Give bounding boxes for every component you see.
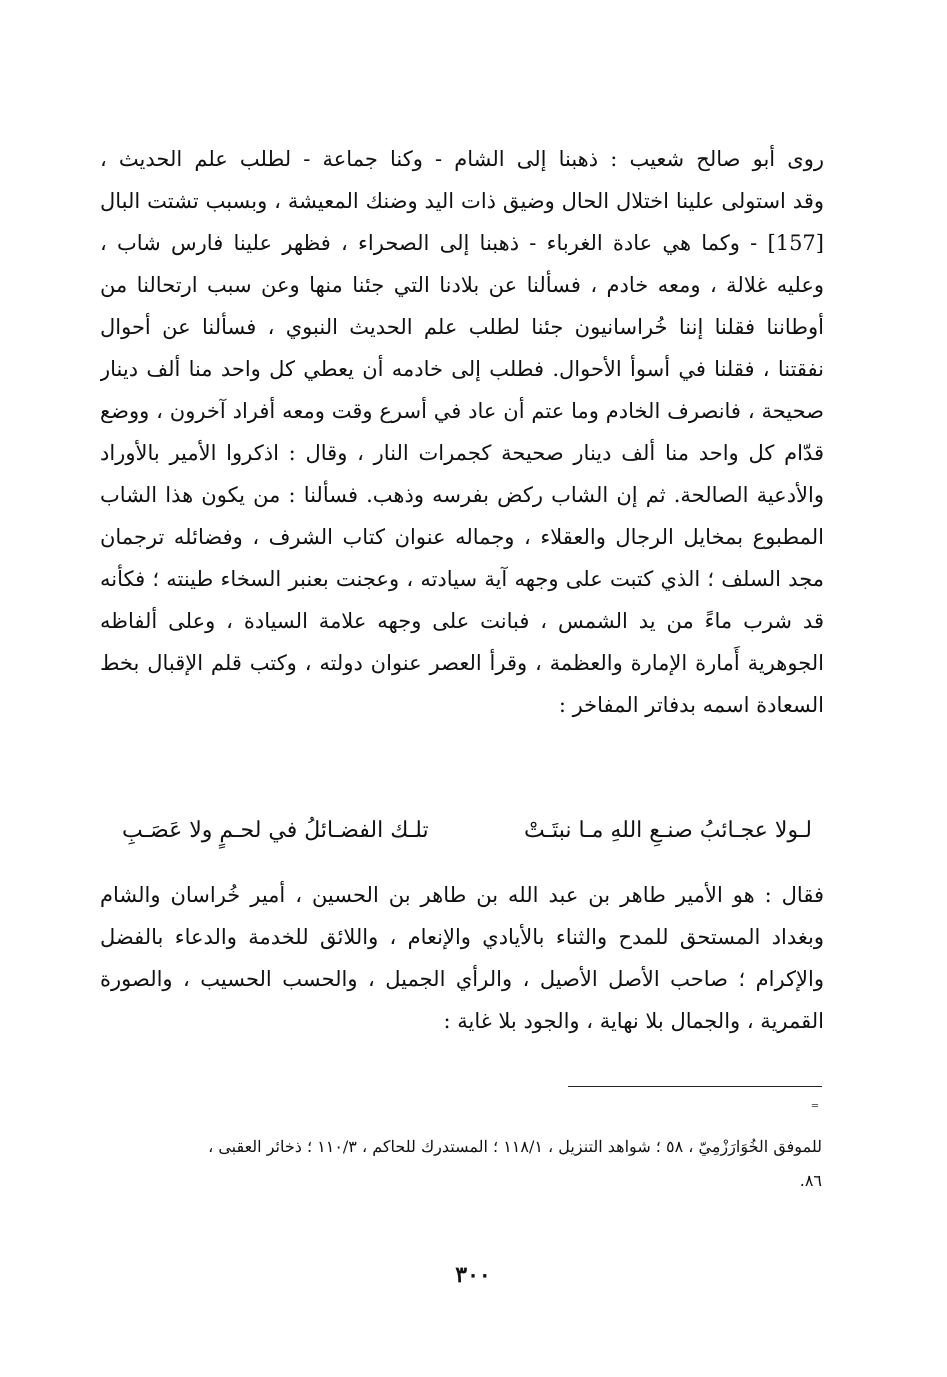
poem-verse [110, 808, 820, 854]
paragraph-line: روى أبو صالح شعيب : ذهبنا إلى الشام - وكنا جماعة - لطلب علم الحديث ، [100, 147, 824, 171]
footnote-continuation-marker: = [810, 1101, 820, 1112]
paragraph-line: السعادة اسمه بدفاتر المفاخر : [558, 693, 824, 717]
paragraph-line: والأدعية الصالحة. ثم إن الشاب ركض بفرسه وذهب. فسألنا : من يكون هذا الشاب [100, 483, 824, 507]
paragraph-line: وعليه غلالة ، ومعه خادم ، فسألنا عن بلادنا التي جئنا منها وعن سبب ارتحالنا من [100, 273, 824, 297]
footnote-line: ٨٦. [799, 1171, 822, 1190]
paragraph-line: قد شرب ماءً من يد الشمس ، فبانت على وجهه علامة السيادة ، وعلى ألفاظه [100, 609, 824, 633]
paragraph-line: والإكرام ؛ صاحب الأصل الأصيل ، والرأي الجميل ، والحسب الحسيب ، والصورة [100, 967, 824, 991]
paragraph-line: نفقتنا ، فقلنا في أسوأ الأحوال. فطلب إلى خادمه أن يعطي كل واحد منا ألف دينار [100, 357, 824, 381]
footnote-divider [568, 1086, 822, 1087]
poem-second-hemistich: تلـك الفضـائلُ في لحـمٍ ولا عَصَـبِ [122, 818, 429, 843]
paragraph-line: أوطاننا فقلنا إننا خُراسانيون جئنا لطلب علم الحديث النبوي ، فسألنا عن أحوال [100, 315, 824, 339]
page-number: ٣٠٠ [455, 1262, 491, 1288]
footnote [120, 1130, 822, 1198]
paragraph-line: المطبوع بمخايل الرجال والعقلاء ، وجماله عنوان كتاب الشرف ، وفضائله ترجمان [100, 525, 824, 549]
paragraph-line: وبغداد المستحق للمدح والثناء بالأيادي والإنعام ، واللائق للخدمة والدعاء بالفضل [100, 925, 824, 949]
main-paragraph [100, 138, 824, 726]
footnote-line: للموفق الخُوَارَزْمِيّ ، ٥٨ ؛ شواهد التنزيل ، ١١٨/١ ؛ المستدرك للحاكم ، ١١٠/٣ ؛ ذخائر العقبى ، [208, 1137, 822, 1156]
paragraph-line: الجوهرية أَمارة الإمارة والعظمة ، وقرأ العصر عنوان دولته ، وكتب قلم الإقبال بخط [100, 651, 824, 675]
poem-first-hemistich: لـولا عجـائبُ صنـعِ اللهِ مـا نبتَـتْ [524, 818, 812, 843]
paragraph-line: وقد استولى علينا اختلال الحال وضيق ذات اليد وضنك المعيشة ، وبسبب تشتت البال [100, 189, 824, 213]
second-paragraph [100, 874, 824, 1042]
paragraph-line: قدّام كل واحد منا ألف دينار صحيحة كجمرات النار ، وقال : اذكروا الأمير بالأوراد [100, 441, 824, 465]
paragraph-line: مجد السلف ؛ الذي كتبت على وجهه آية سيادته ، وعجنت بعنبر السخاء طينته ؛ فكأنه [100, 567, 824, 591]
paragraph-line: صحيحة ، فانصرف الخادم وما عتم أن عاد في أسرع وقت ومعه أفراد آخرون ، ووضع [100, 399, 824, 423]
paragraph-line: [157] - وكما هي عادة الغرباء - ذهبنا إلى الصحراء ، فظهر علينا فارس شاب ، [100, 231, 824, 255]
paragraph-line: القمرية ، والجمال بلا نهاية ، والجود بلا غاية : [443, 1009, 824, 1033]
paragraph-line: فقال : هو الأمير طاهر بن عبد الله بن طاهر بن الحسين ، أمير خُراسان والشام [100, 883, 824, 907]
